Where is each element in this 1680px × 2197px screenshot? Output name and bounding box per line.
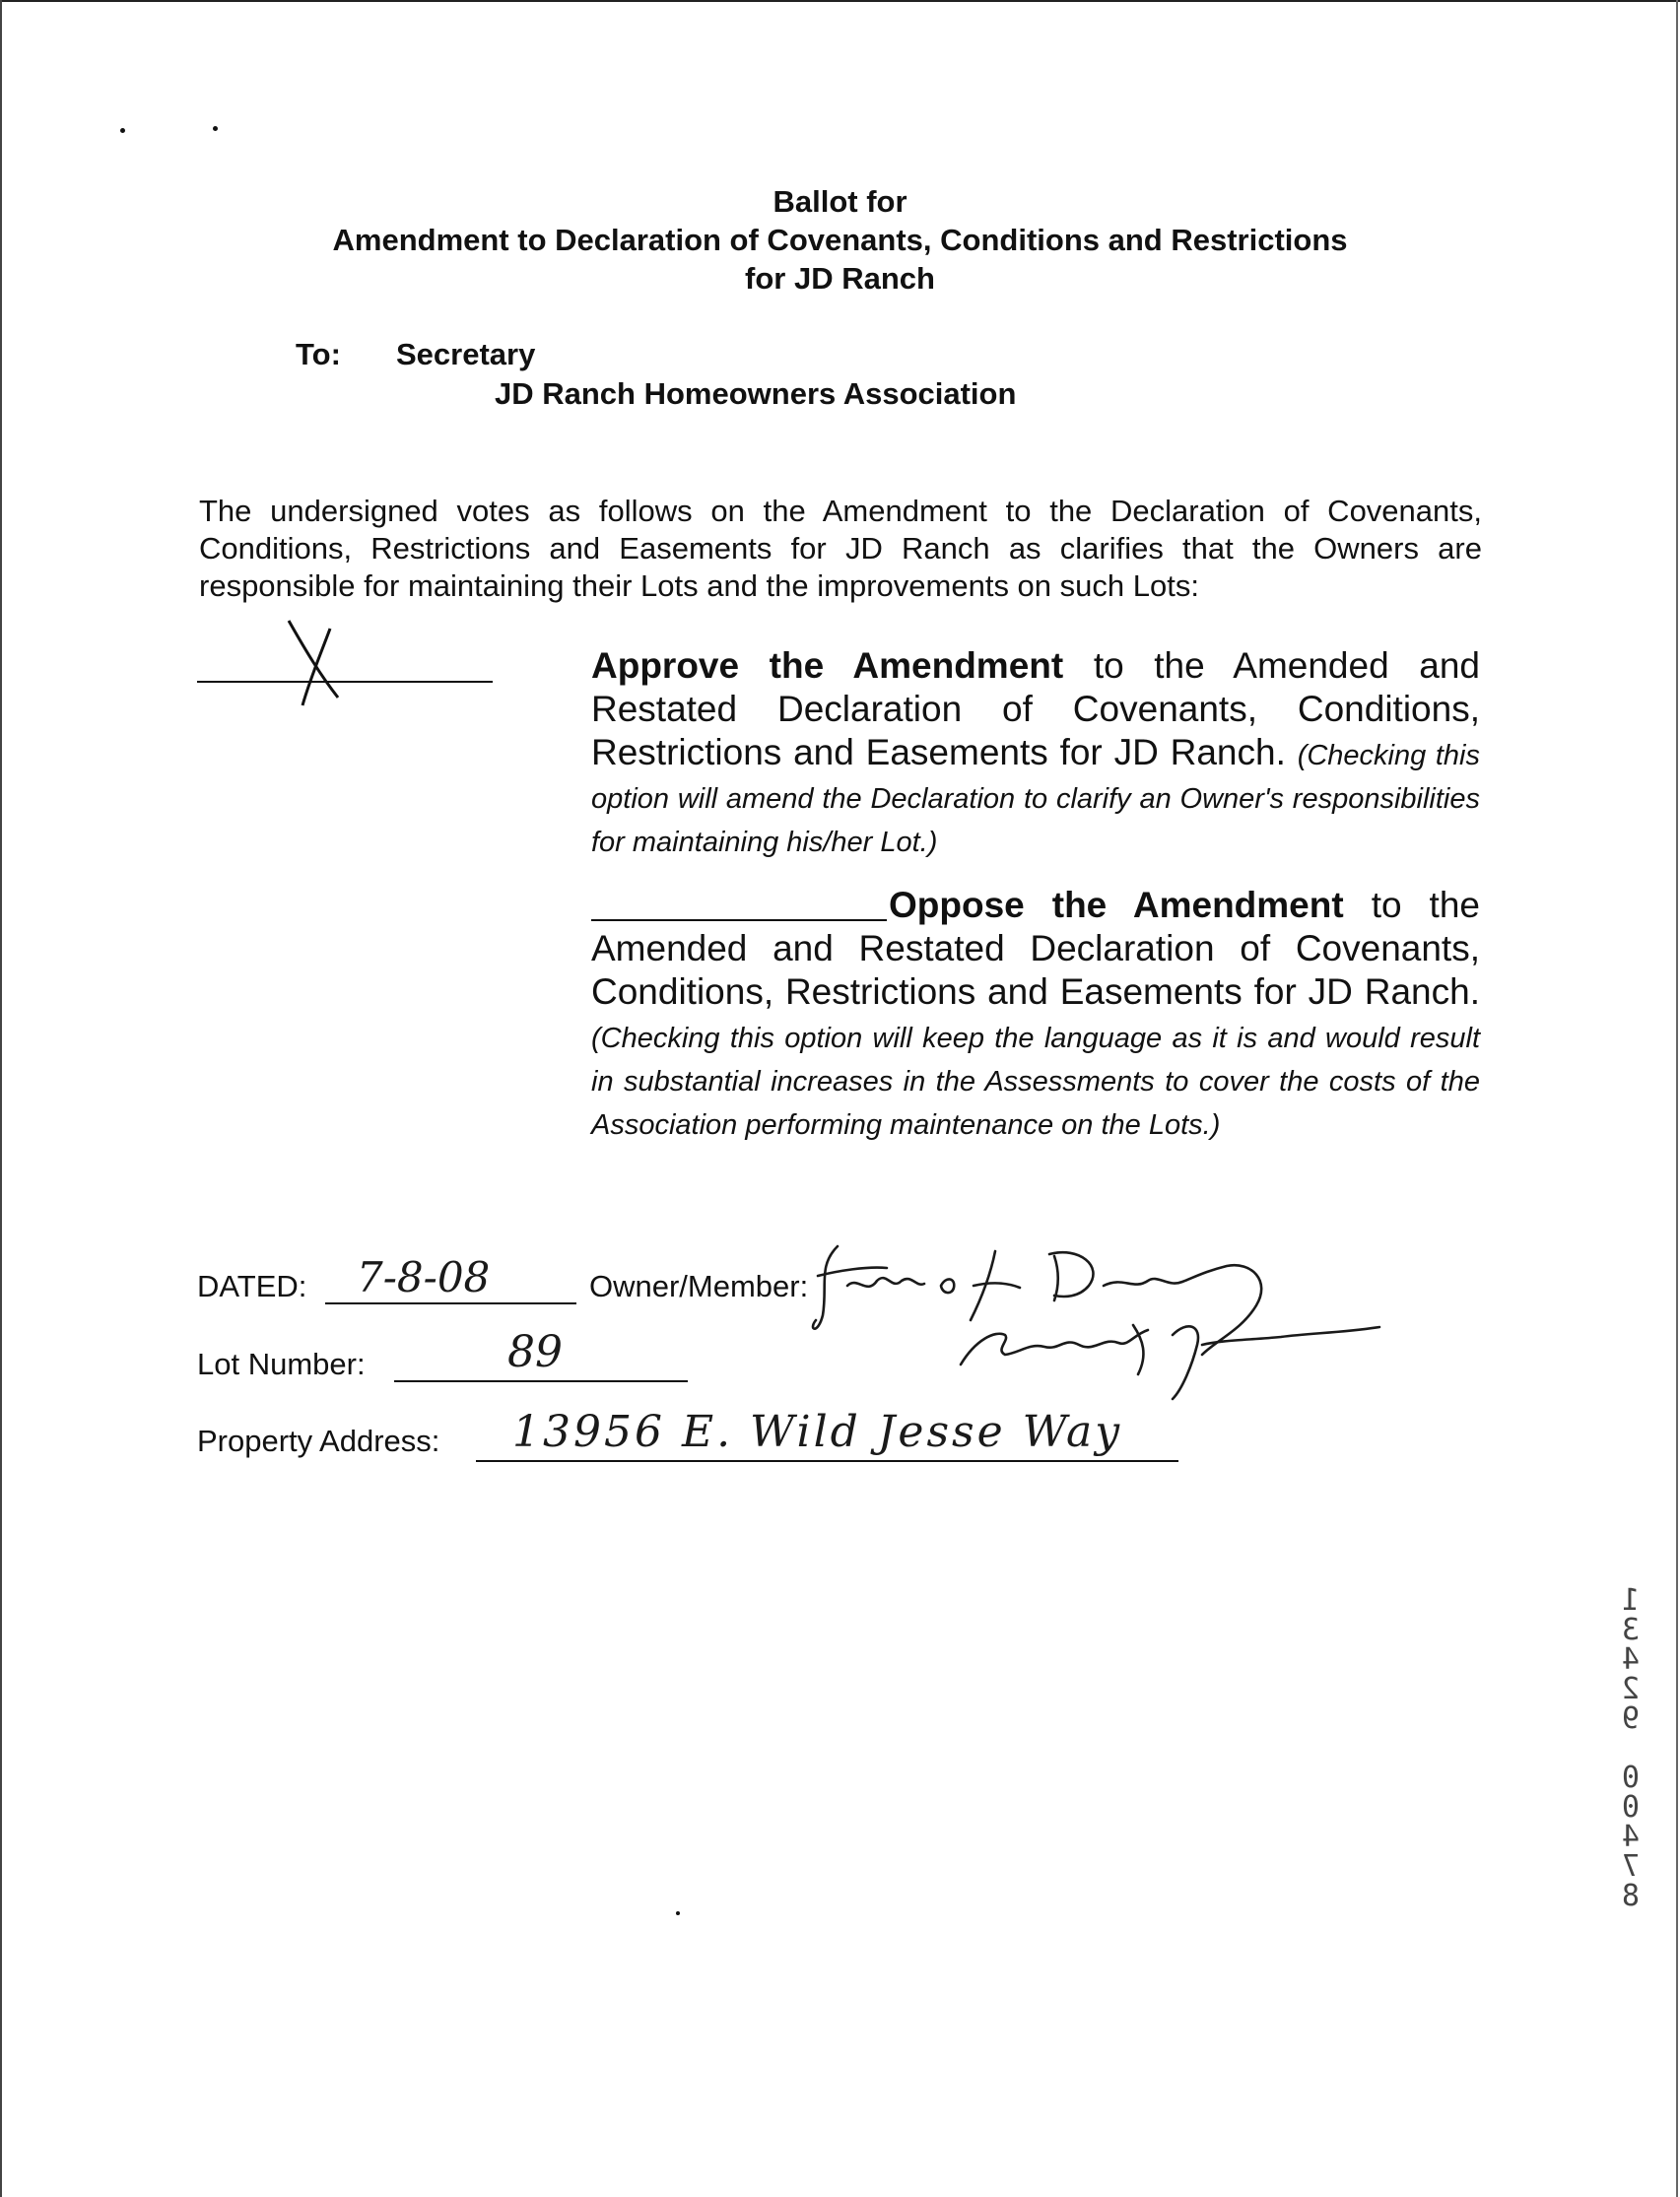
approve-text: to the Amended and Restated Declaration of Covenants, Conditions, Restrictions and Easements for JD Ranch.	[591, 645, 1481, 772]
lot-line	[394, 1380, 688, 1382]
approve-heading: Approve the Amendment	[591, 645, 1064, 686]
to-label: To:	[296, 337, 341, 371]
recipient: Secretary	[396, 337, 536, 371]
owner-signature	[808, 1227, 1389, 1409]
organization: JD Ranch Homeowners Association	[495, 376, 1017, 411]
oppose-heading: Oppose the Amendment	[889, 885, 1344, 925]
scan-speck	[676, 1911, 680, 1915]
owner-label: Owner/Member:	[589, 1269, 809, 1303]
address-value[interactable]: 13956 E. Wild Jesse Way	[512, 1407, 1123, 1457]
lot-label: Lot Number:	[197, 1347, 366, 1381]
dated-line	[325, 1302, 576, 1304]
oppose-note: (Checking this option will keep the language as it is and would result in substantial increases in the Assessments to cover the costs of the Association performing maintenance on the Lots.)	[591, 1023, 1480, 1141]
dated-value[interactable]: 7-8-08	[357, 1253, 491, 1301]
lot-value[interactable]: 89	[507, 1327, 563, 1377]
approve-x-mark	[281, 611, 350, 709]
address-line	[476, 1460, 1178, 1462]
title-line-1: Ballot for	[773, 184, 907, 219]
page-edge-right	[1676, 0, 1678, 2197]
page-edge-top	[0, 0, 1680, 2]
address-label: Property Address:	[197, 1424, 440, 1458]
oppose-text: to the Amended and Restated Declaration of Covenants, Conditions, Restrictions and Easements for JD Ranch.	[591, 885, 1480, 1012]
scan-speck	[120, 128, 125, 133]
approve-option	[591, 644, 1480, 861]
page-edge-left	[0, 0, 2, 2197]
scan-speck	[213, 126, 218, 131]
oppose-option	[591, 884, 1480, 1144]
approve-note: (Checking this option will amend the Declaration to clarify an Owner's responsibilities for maintaining his/her Lot.)	[591, 740, 1480, 858]
title-line-2: Amendment to Declaration of Covenants, Conditions and Restrictions	[332, 223, 1348, 257]
side-document-number: 1 3 4 2 9 0 0 4 7 8	[1621, 1583, 1641, 1913]
intro-paragraph: The undersigned votes as follows on the Amendment to the Declaration of Covenants, Conditions, Restrictions and Easements for JD Ranch as clarifies that the Owners are responsible for maintaining their Lots and the improvements on such Lots:	[199, 494, 1482, 603]
title-line-3: for JD Ranch	[745, 261, 935, 296]
dated-label: DATED:	[197, 1269, 307, 1303]
